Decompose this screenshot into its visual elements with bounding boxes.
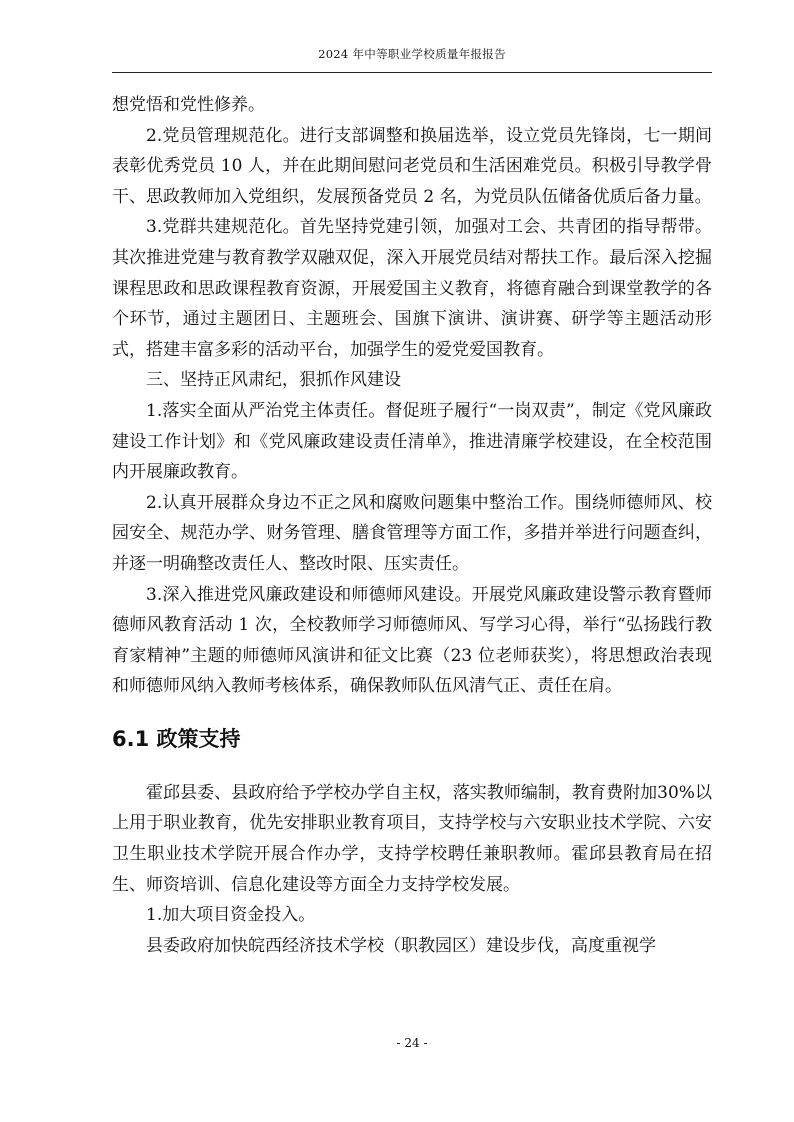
paragraph: 2.认真开展群众身边不正之风和腐败问题集中整治工作。围绕师德师风、校园安全、规范办学、财务管理、膳食管理等方面工作，多措并举进行问题查纠，并逐一明确整改责任人、整改时限、压实责任。 [112, 492, 712, 574]
section-heading: 6.1 政策支持 [112, 726, 241, 751]
paragraph: 想党悟和党性修养。 [112, 95, 265, 115]
paragraph: 霍邱县委、县政府给予学校办学自主权，落实教师编制，教育费附加30%以上用于职业教育，优先安排职业教育项目，支持学校与六安职业技术学院、六安卫生职业技术学院开展合作办学，支持学校聘任兼职教师。霍邱县教育局在招生、师资培训、信息化建设等方面全力支持学校发展。 [112, 782, 712, 895]
paragraph: 1.落实全面从严治党主体责任。督促班子履行“一岗双责”，制定《党风廉政建设工作计划》和《党风廉政建设责任清单》，推进清廉学校建设，在全校范围内开展廉政教育。 [112, 400, 712, 483]
header-divider [112, 72, 712, 73]
paragraph: 3.深入推进党风廉政建设和师德师风建设。开展党风廉政建设警示教育暨师德师风教育活动 1 次，全校教师学习师德师风、写学习心得，举行“弘扬践行教育家精神”主题的师德师风演讲和征文比赛（23 位老师获奖），将思想政治表现和师德师风纳入教师考核体系，确保教师队伍风清气正、责任在肩。 [112, 584, 712, 697]
page-header: 2024 年中等职业学校质量年报报告 [318, 47, 506, 61]
paragraph: 3.党群共建规范化。首先坚持党建引领，加强对工会、共青团的指导帮带。其次推进党建与教育教学双融双促，深入开展党员结对帮扶工作。最后深入挖掘课程思政和思政课程教育资源，开展爱国主义教育，将德育融合到课堂教学的各个环节，通过主题团日、主题班会、国旗下演讲、演讲赛、研学等主题活动形式，搭建丰富多彩的活动平台，加强学生的爱党爱国教育。 [112, 217, 712, 360]
paragraph: 1.加大项目资金投入。 [146, 905, 316, 926]
paragraph: 县委政府加快皖西经济技术学校（职教园区）建设步伐，高度重视学 [146, 935, 656, 956]
page-number: - 24 - [396, 1036, 428, 1050]
paragraph: 2.党员管理规范化。进行支部调整和换届选举，设立党员先锋岗，七一期间表彰优秀党员 10 人，并在此期间慰问老党员和生活困难党员。积极引导教学骨干、思政教师加入党组织，发展预备党员 2 名，为党员队伍储备优质后备力量。 [112, 125, 712, 207]
subheading: 三、坚持正风肃纪，狠抓作风建设 [146, 370, 401, 391]
document-body [112, 90, 712, 961]
